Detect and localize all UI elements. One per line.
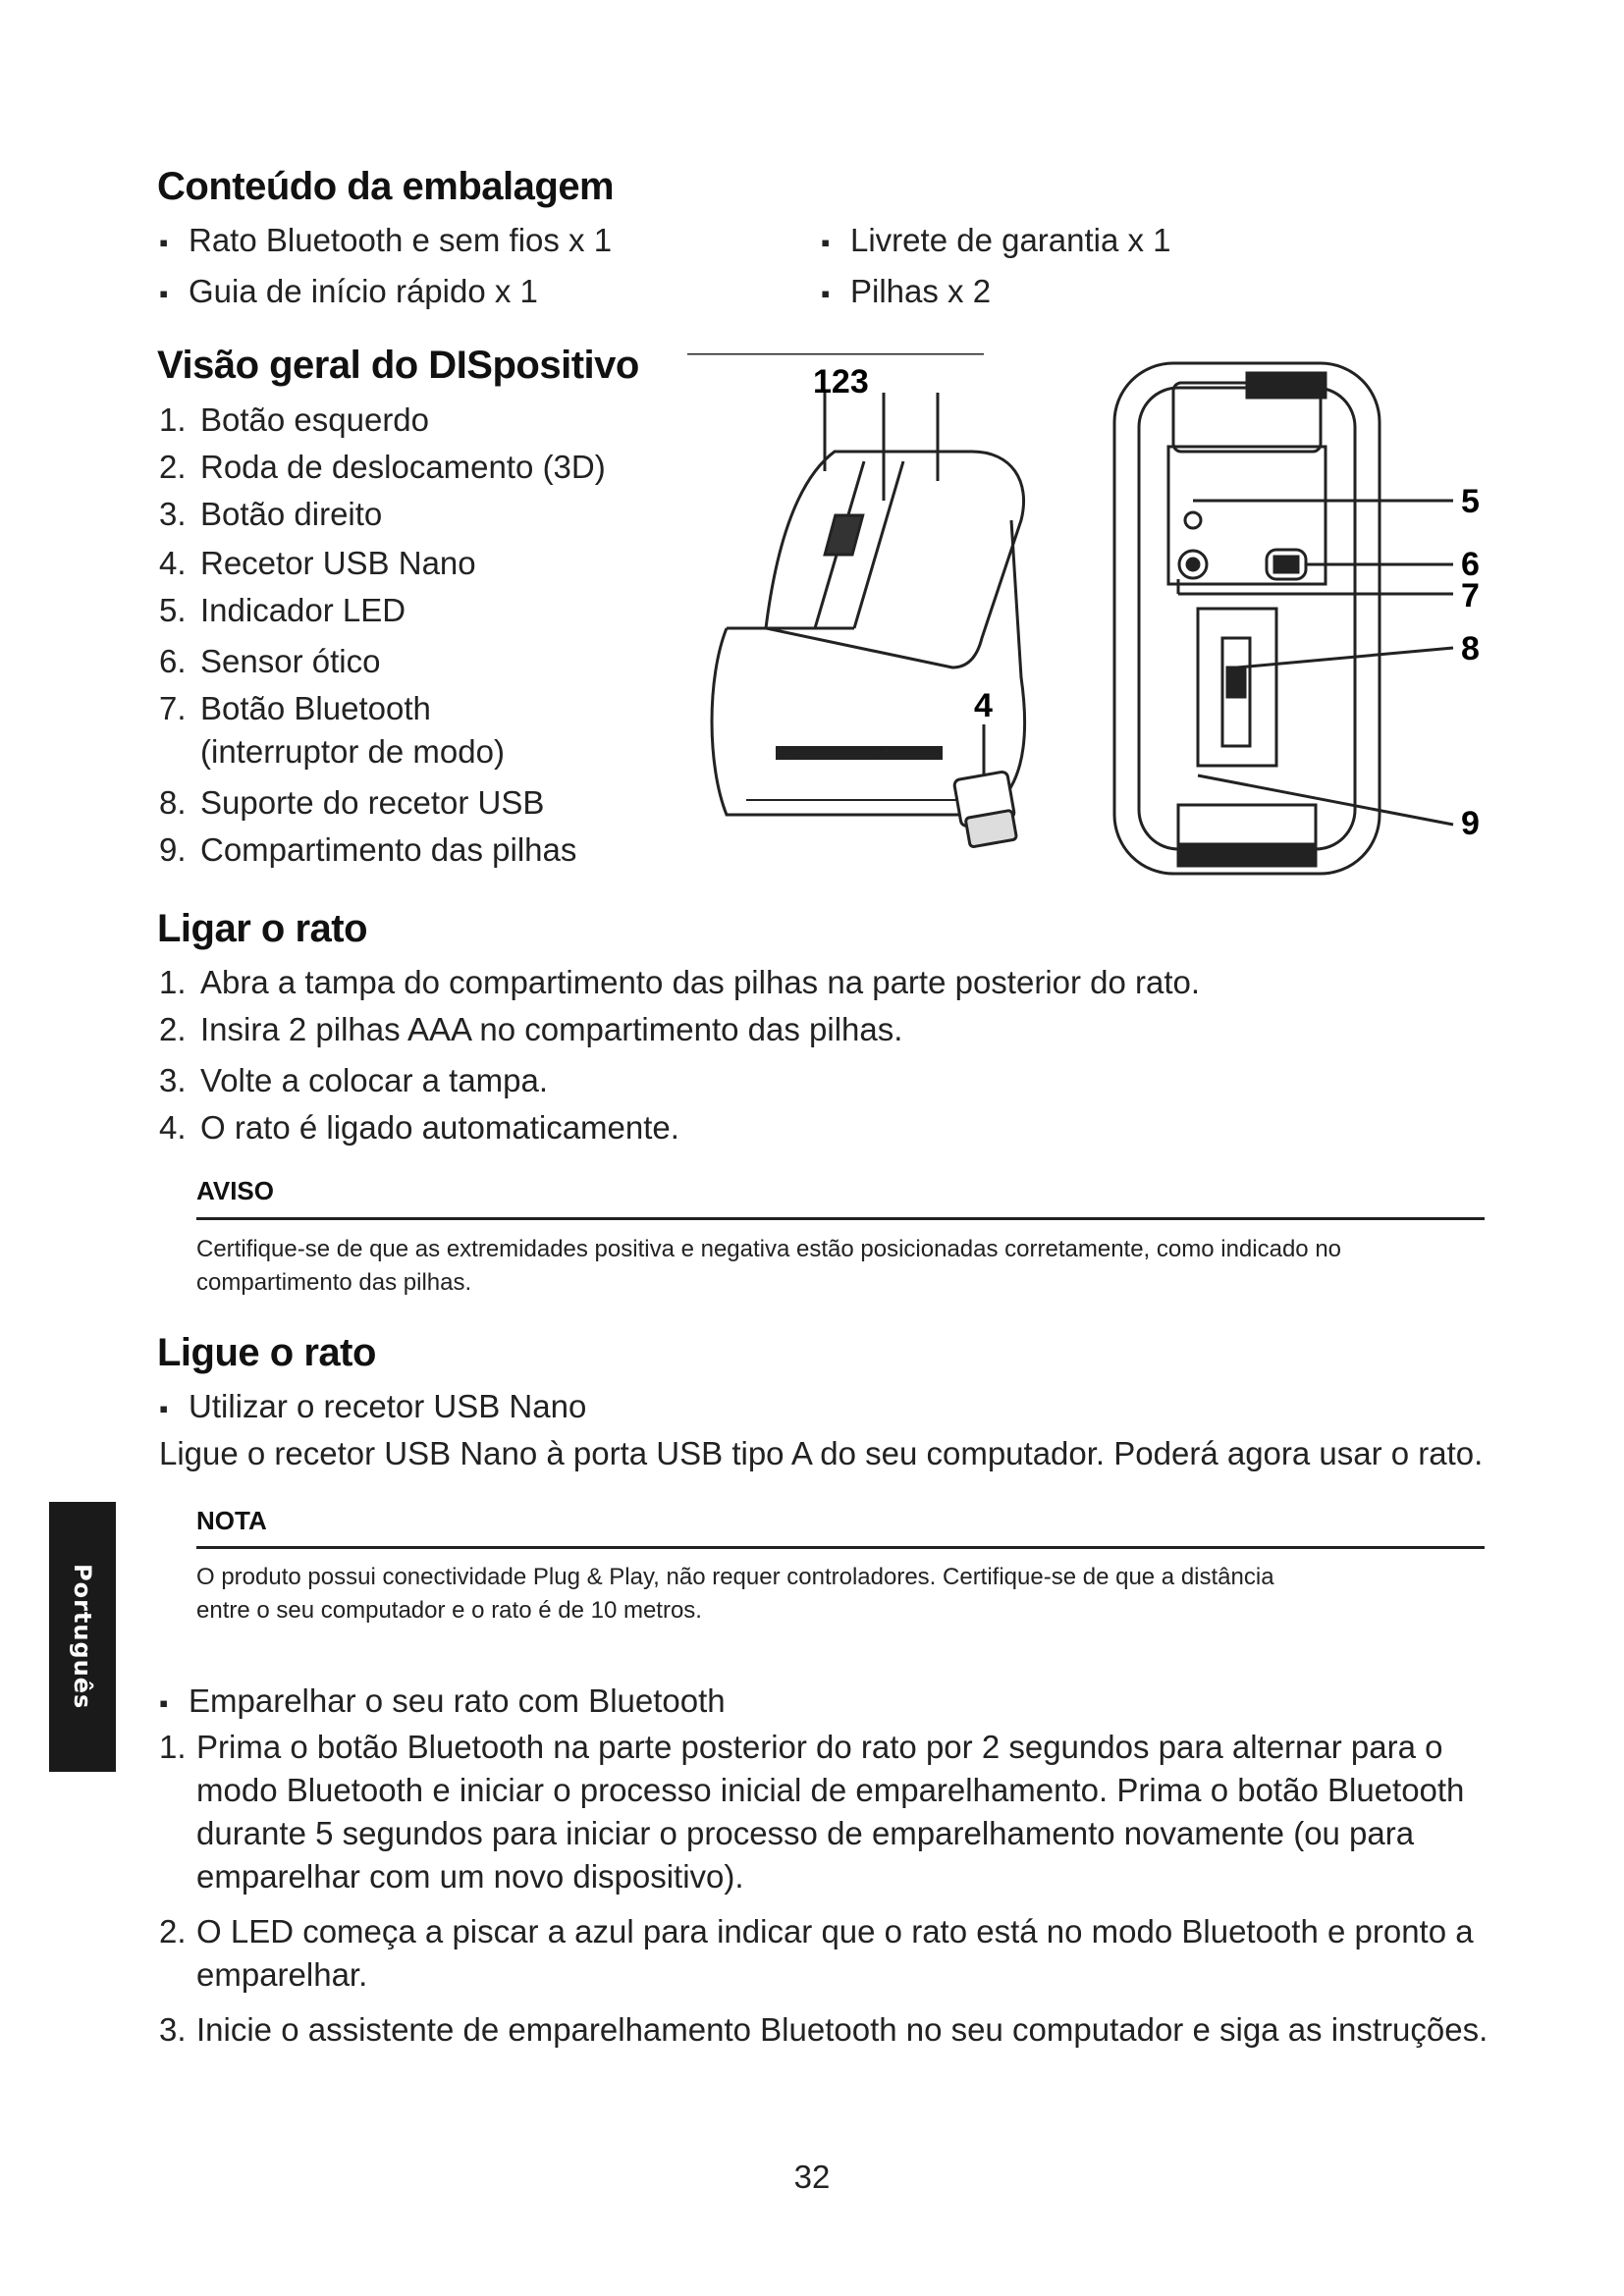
step-item: 4. O rato é ligado automaticamente. <box>159 1109 679 1146</box>
mouse-bottom-view <box>1114 363 1380 874</box>
section-title-package: Conteúdo da embalagem <box>157 165 615 208</box>
pairing-step: 2. O LED começa a piscar a azul para indicar que o rato está no modo Bluetooth e pronto a emparelhar. <box>159 1913 1474 1993</box>
callout-123: 123 <box>813 363 869 400</box>
overview-list <box>159 398 606 875</box>
note-label: NOTA <box>196 1506 267 1535</box>
warning-divider <box>196 1217 1485 1220</box>
pairing-bullet: ▪ Emparelhar o seu rato com Bluetooth <box>159 1679 726 1726</box>
section-title-connect: Ligue o rato <box>157 1331 376 1374</box>
device-diagram <box>687 353 1492 883</box>
overview-item: (interruptor de modo) <box>200 733 505 770</box>
overview-item: 7. Botão Bluetooth <box>159 690 431 726</box>
step-item: 3. Volte a colocar a tampa. <box>159 1062 549 1098</box>
callout-4: 4 <box>974 687 993 724</box>
callout-5: 5 <box>1461 483 1480 520</box>
power-on-steps <box>159 960 1200 1152</box>
callout-7: 7 <box>1461 577 1480 614</box>
connect-text: Ligue o recetor USB Nano à porta USB tipo A do seu computador. Poderá agora usar o rato. <box>159 1435 1484 1471</box>
overview-item: 4. Recetor USB Nano <box>159 545 476 581</box>
package-item: ▪ Pilhas x 2 <box>821 269 991 316</box>
pairing-step: 3. Inicie o assistente de emparelhamento Bluetooth no seu computador e siga as instruções. <box>159 2011 1489 2048</box>
overview-item: 8. Suporte do recetor USB <box>159 784 545 821</box>
page-number: 32 <box>793 2159 831 2195</box>
package-item: ▪ Rato Bluetooth e sem fios x 1 <box>159 218 612 265</box>
note-text: O produto possui conectividade Plug & Play, não requer controladores. Certifique-se de que a distância entre o seu computador e o rato é de 10 metros. <box>196 1564 1274 1624</box>
package-item: ▪ Guia de início rápido x 1 <box>159 269 538 316</box>
overview-item: 5. Indicador LED <box>159 592 406 628</box>
section-title-power-on: Ligar o rato <box>157 907 368 950</box>
step-item: 1. Abra a tampa do compartimento das pilhas na parte posterior do rato. <box>159 964 1201 1000</box>
overview-item: 3. Botão direito <box>159 496 383 532</box>
language-tab: Português <box>49 1502 116 1772</box>
overview-item: 1. Botão esquerdo <box>159 401 430 438</box>
pairing-step: 1. Prima o botão Bluetooth na parte posterior do rato por 2 segundos para alternar para o modo Bluetooth e iniciar o processo inicial de emparelhamento. Prima o botão Bluetooth durante 5 segundos para iniciar o processo de emparelhamento novamente (ou para emparelhar com um novo dispositivo). <box>159 1729 1465 1895</box>
callout-6: 6 <box>1461 546 1480 583</box>
connect-bullet: ▪ Utilizar o recetor USB Nano <box>159 1384 586 1431</box>
step-item: 2. Insira 2 pilhas AAA no compartimento das pilhas. <box>159 1011 903 1047</box>
callout-8: 8 <box>1461 630 1480 667</box>
pairing-steps <box>159 1726 1514 2052</box>
overview-item: 2. Roda de deslocamento (3D) <box>159 449 606 485</box>
overview-item: 9. Compartimento das pilhas <box>159 831 577 868</box>
brand-label: PORSCHE DESIGN <box>785 747 893 760</box>
warning-text: Certifique-se de que as extremidades positiva e negativa estão posicionadas corretamente, como indicado no compartimento das pilhas. <box>196 1236 1342 1296</box>
package-item: ▪ Livrete de garantia x 1 <box>821 218 1171 265</box>
mouse-illustration <box>712 393 1025 815</box>
note-divider <box>196 1546 1485 1549</box>
overview-item: 6. Sensor ótico <box>159 643 381 679</box>
section-title-overview: Visão geral do DISpositivo <box>157 344 639 387</box>
callout-9: 9 <box>1461 805 1480 842</box>
warning-label: AVISO <box>196 1176 274 1205</box>
